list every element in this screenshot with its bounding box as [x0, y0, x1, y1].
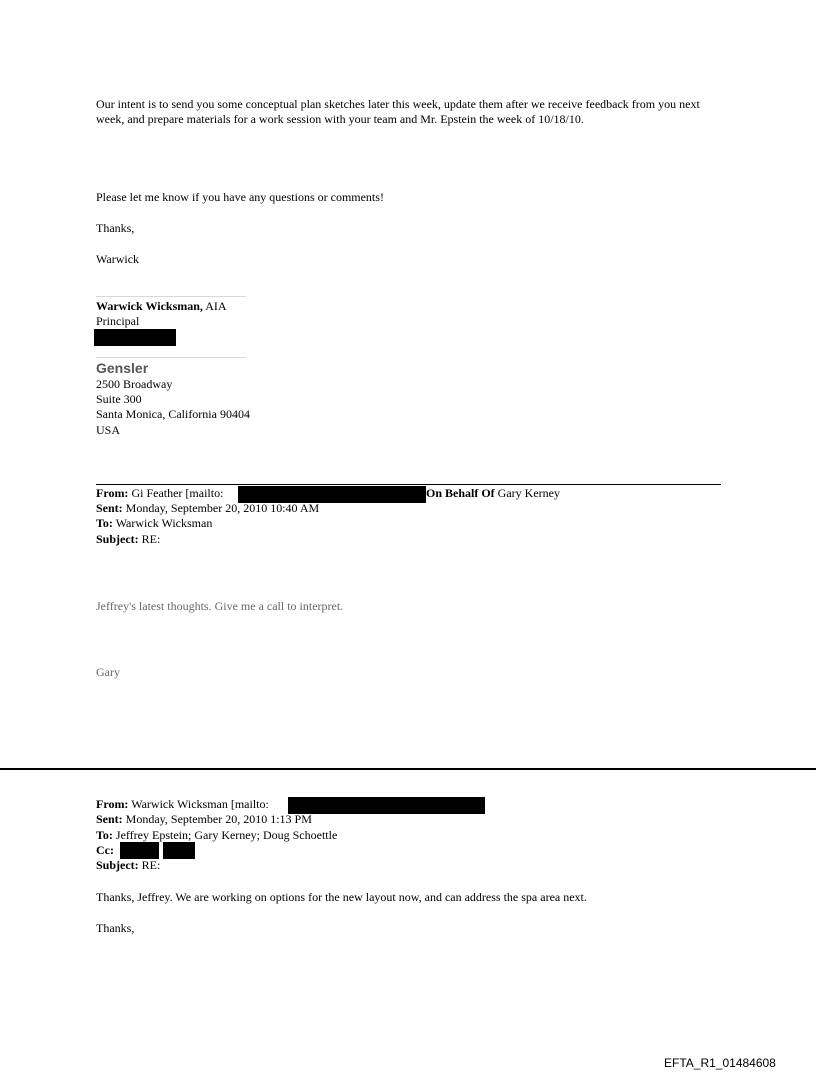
message-body: Thanks, Jeffrey. We are working on options for the new layout now, and can address the spa area next.	[96, 890, 587, 904]
redaction-box	[288, 797, 485, 814]
company-logo-text: Gensler	[96, 360, 149, 376]
address-line: Santa Monica, California 90404	[96, 407, 250, 421]
from-label: From:	[96, 797, 129, 811]
signature-divider-2	[96, 357, 246, 358]
from-label: From:	[96, 486, 129, 500]
address-line: Suite 300	[96, 392, 142, 406]
header-on-behalf	[426, 486, 560, 501]
from-value: Warwick Wicksman [mailto:	[128, 797, 269, 811]
header-to	[96, 516, 212, 531]
signature-title: Principal	[96, 314, 140, 328]
subject-value: RE:	[138, 858, 161, 872]
redaction-box	[163, 842, 195, 859]
questions-line: Please let me know if you have any questions or comments!	[96, 190, 384, 204]
header-to	[96, 828, 337, 843]
subject-label: Subject:	[96, 858, 139, 872]
header-subject	[96, 858, 160, 873]
on-behalf-label: On Behalf Of	[426, 486, 495, 500]
sign-name: Warwick	[96, 252, 140, 266]
message-closing: Thanks,	[96, 921, 135, 935]
to-label: To:	[96, 828, 113, 842]
closing-thanks: Thanks,	[96, 221, 135, 235]
header-sent	[96, 501, 319, 516]
signature-divider	[96, 296, 246, 297]
cc-label: Cc:	[96, 843, 114, 857]
to-value: Warwick Wicksman	[112, 516, 213, 530]
sent-value: Monday, September 20, 2010 10:40 AM	[122, 501, 320, 515]
sent-label: Sent:	[96, 501, 123, 515]
header-sent	[96, 812, 312, 827]
redaction-box	[120, 842, 159, 859]
message-sign: Gary	[96, 665, 120, 679]
section-divider	[0, 768, 816, 770]
redaction-box	[94, 329, 176, 346]
header-from	[96, 486, 223, 501]
from-value: Gi Feather [mailto:	[128, 486, 224, 500]
header-from	[96, 797, 269, 812]
signature-credential: AIA	[202, 299, 227, 313]
header-cc	[96, 843, 114, 858]
subject-label: Subject:	[96, 532, 139, 546]
address-line: 2500 Broadway	[96, 377, 173, 391]
address-line: USA	[96, 423, 121, 437]
header-divider	[96, 484, 721, 485]
message-body: Jeffrey's latest thoughts. Give me a call to interpret.	[96, 599, 344, 613]
to-value: Jeffrey Epstein; Gary Kerney; Doug Schoettle	[112, 828, 338, 842]
subject-value: RE:	[138, 532, 161, 546]
sent-label: Sent:	[96, 812, 123, 826]
signature-name: Warwick Wicksman,	[96, 299, 203, 313]
document-id: EFTA_R1_01484608	[664, 1056, 776, 1070]
on-behalf-value: Gary Kerney	[494, 486, 560, 500]
signature-name-line	[96, 299, 227, 314]
intro-paragraph: Our intent is to send you some conceptual plan sketches later this week, update them after we receive feedback from you next week, and prepare materials for a work session with your team and Mr. Epstein the week of 10/18/10.	[96, 97, 700, 126]
header-subject	[96, 532, 160, 547]
to-label: To:	[96, 516, 113, 530]
sent-value: Monday, September 20, 2010 1:13 PM	[122, 812, 312, 826]
